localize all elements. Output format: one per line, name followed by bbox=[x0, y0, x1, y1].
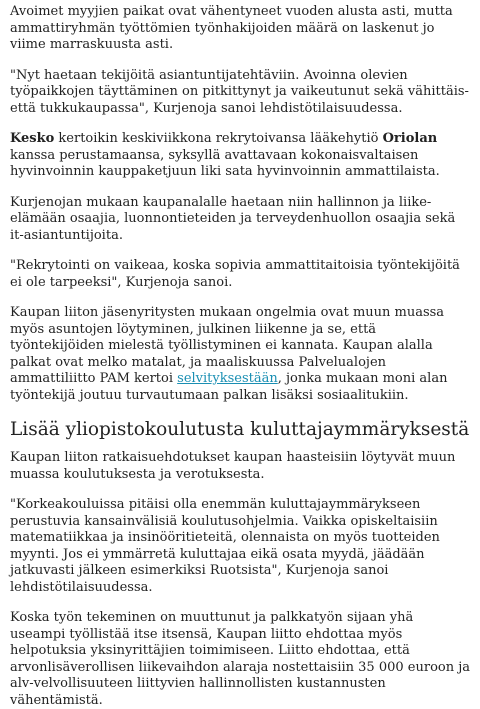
paragraph-1: Avoimet myyjien paikat ovat vähentyneet vuoden alusta asti, mutta ammattiryhmän työttömien työnhakijoiden määrä on laskenut jo viime marraskuusta asti. bbox=[10, 4, 453, 52]
company-name-kesko: Kesko bbox=[10, 131, 55, 146]
paragraph-3 bbox=[10, 131, 470, 181]
paragraph-5: "Rekrytointi on vaikeaa, koska sopivia ammattitaitoisia työntekijöitä ei ole tarpeeksi", Kurjenoja sanoi. bbox=[10, 258, 460, 290]
paragraph-8: "Korkeakouluissa pitäisi olla enemmän kuluttajaymmärykseen perustuvia kansainvälisiä koulutusohjelmia. Vaikka opiskeltaisiin matematiikkaa ja insinööritieteitä, olennaista on myös tuotteiden myynti. Jos ei ymmärretä kuluttajaa eikä osata myydä, jäädään jatkuvasti jälkeen esimerkiksi Ruotsista", Kurjenoja sanoi lehdistötilaisuudessa. bbox=[10, 497, 440, 595]
company-name-oriola: Oriolan bbox=[382, 131, 438, 146]
paragraph-3-text-1: kertoikin keskiviikkona rekrytoivansa lääkehytiö bbox=[54, 131, 383, 146]
survey-link[interactable]: selvityksestään bbox=[177, 371, 278, 386]
section-heading: Lisää yliopistokoulutusta kuluttajaymmäryksestä bbox=[10, 419, 470, 440]
paragraph-4: Kurjenojan mukaan kaupanalalle haetaan niin hallinnon ja liike-elämään osaajia, luonnontieteiden ja terveydenhuollon osaajia sekä it-asiantuntijoita. bbox=[10, 194, 456, 243]
paragraph-6-text-2: , jonka mukaan moni alan työntekijä joutuu turvautumaan palkan lisäksi sosiaalitukiin. bbox=[10, 371, 448, 403]
paragraph-7: Kaupan liiton ratkaisuehdotukset kaupan haasteisiin löytyvät muun muassa koulutuksesta ja verotuksesta. bbox=[10, 450, 456, 482]
paragraph-6-text-1: Kaupan liiton jäsenyritysten mukaan ongelmia ovat muun muassa myös asuntojen löytyminen, julkinen liikenne ja se, että työntekijöiden mielestä työllistyminen ei kannata. Kaupan alalla palkat ovat melko matalat, ja maaliskuussa Palvelualojen ammattiliitto PAM kertoi bbox=[10, 305, 445, 386]
paragraph-3-text-2: kanssa perustamaansa, syksyllä avattavaan kokonaisvaltaisen hyvinvoinnin kauppaketjuun liki sata hyvinvoinnin ammattilaista. bbox=[10, 147, 440, 179]
paragraph-9: Koska työn tekeminen on muuttunut ja palkkatyön sijaan yhä useampi työllistää itse itsensä, Kaupan liitto ehdottaa myös helpotuksia yksinyrittäjien toimimiseen. Liitto ehdottaa, että arvonlisäverollisen liikevaihdon alaraja nostettaisiin 35 000 euroon ja alv-velvollisuuteen liittyvien hallinnollisten kustannusten vähentämistä. bbox=[10, 610, 471, 708]
paragraph-2: "Nyt haetaan tekijöitä asiantuntijatehtäviin. Avoinna olevien työpaikkojen täyttäminen on pitkittynyt ja vaikeutunut sekä vähittäis- että tukkukaupassa", Kurjenoja sanoi lehdistötilaisuudessa. bbox=[10, 67, 469, 116]
paragraph-6 bbox=[10, 305, 470, 404]
